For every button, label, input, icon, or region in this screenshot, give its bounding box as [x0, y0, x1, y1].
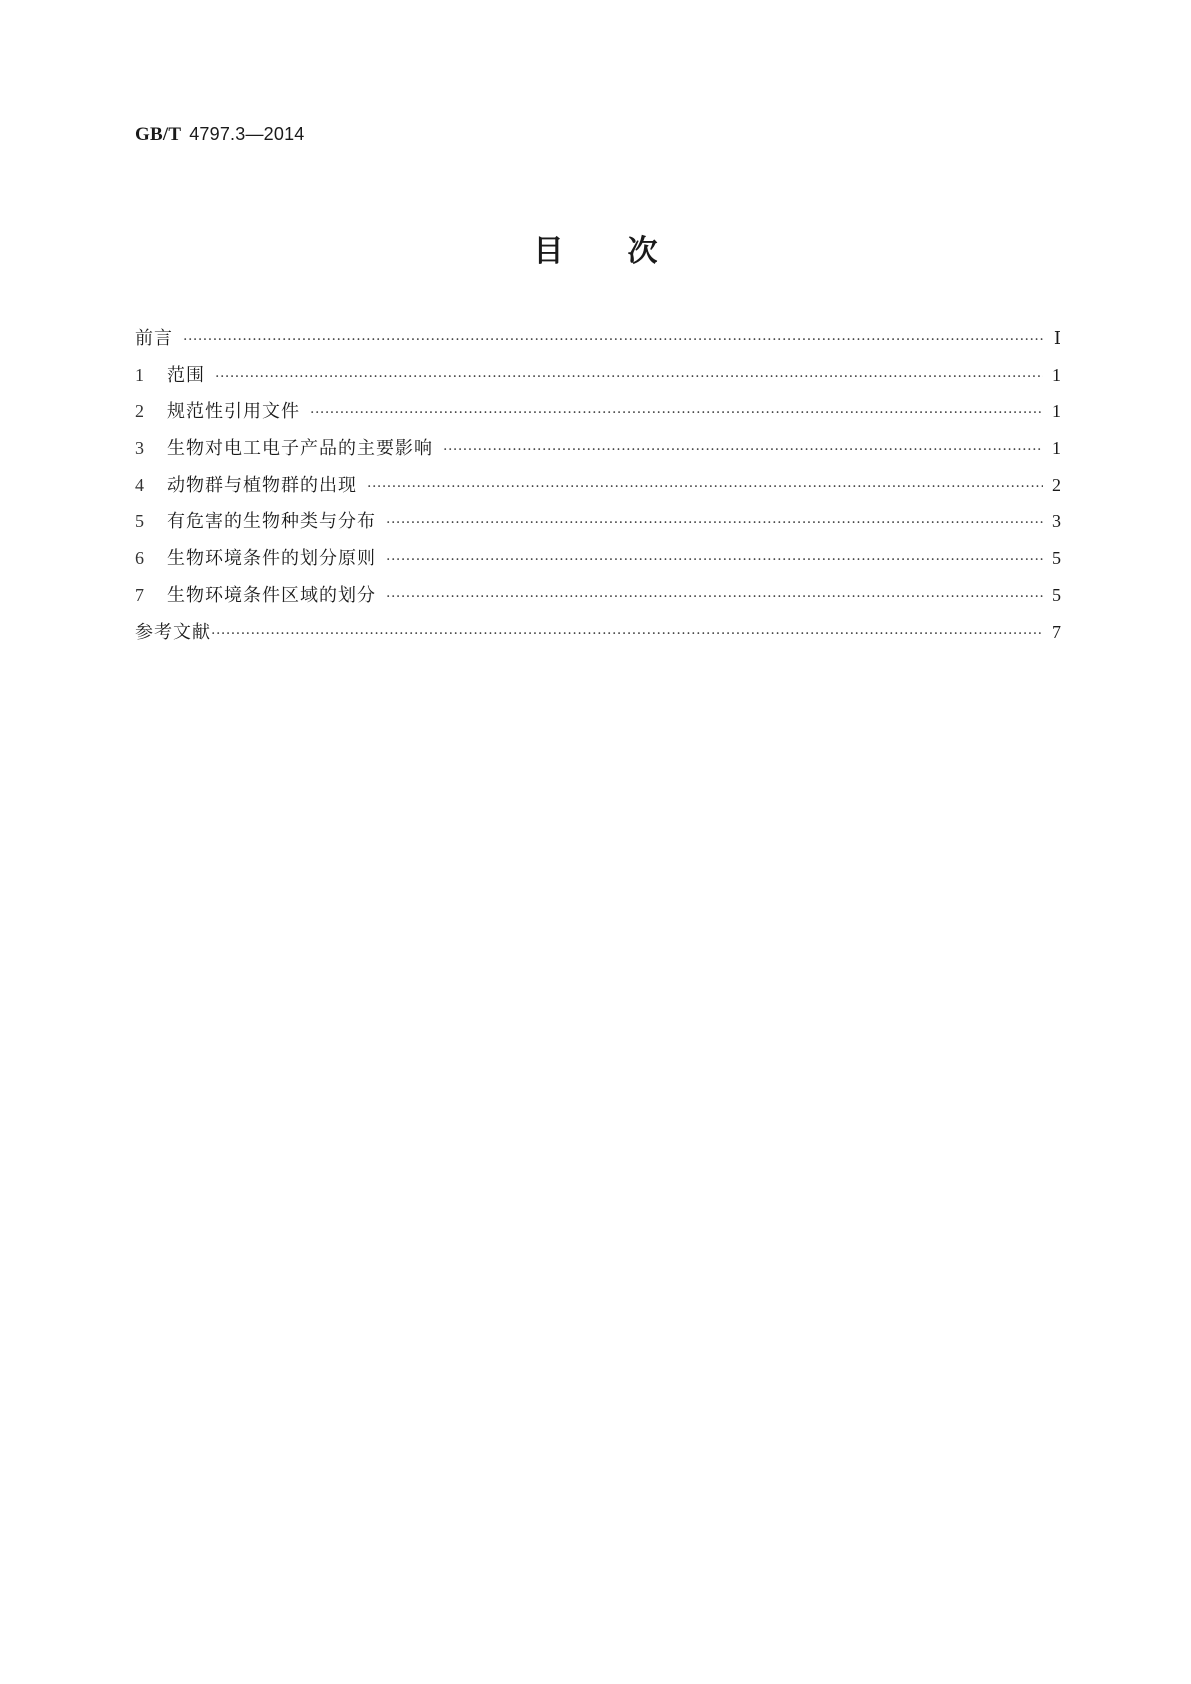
toc-entry-2[interactable] [135, 397, 1061, 434]
toc-entry-3[interactable] [135, 434, 1061, 471]
toc-entry-page: 3 [1052, 511, 1061, 532]
toc-leader-dots [310, 405, 1043, 421]
document-header [135, 124, 305, 146]
toc-entry-number: 4 [135, 474, 144, 495]
toc-leader-dots [183, 332, 1043, 348]
toc-entry-number: 3 [135, 438, 144, 459]
toc-leader-dots [443, 442, 1043, 458]
toc-entry-label: 范围 [167, 364, 205, 386]
toc-entry-foreword[interactable] [135, 324, 1061, 361]
toc-entry-label: 规范性引用文件 [167, 401, 300, 423]
toc-entry-label: 动物群与植物群的出现 [167, 474, 357, 496]
toc-entry-page: 1 [1052, 438, 1061, 459]
toc-entry-number: 5 [135, 511, 144, 532]
toc-entry-page: Ⅰ [1053, 328, 1061, 348]
toc-entry-number: 7 [135, 584, 144, 605]
toc-entry-references[interactable] [135, 618, 1061, 655]
toc-entry-number: 6 [135, 548, 144, 569]
toc-title: 目次 [533, 234, 722, 269]
toc-entry-page: 1 [1052, 364, 1061, 385]
toc-entry-number: 2 [135, 401, 144, 422]
table-of-contents [135, 324, 1061, 654]
toc-leader-dots [211, 626, 1043, 642]
standard-prefix: GB/T [135, 124, 182, 145]
toc-entry-label: 生物对电工电子产品的主要影响 [167, 438, 433, 460]
standard-number: 4797.3—2014 [189, 124, 305, 144]
toc-leader-dots [386, 552, 1043, 568]
toc-leader-dots [367, 479, 1043, 495]
toc-entry-page: 5 [1052, 584, 1061, 605]
toc-leader-dots [386, 589, 1043, 605]
toc-entry-label: 有危害的生物种类与分布 [167, 511, 376, 533]
toc-entry-page: 2 [1052, 474, 1061, 495]
toc-entry-6[interactable] [135, 544, 1061, 581]
toc-entry-label: 参考文献 [135, 621, 211, 643]
toc-entry-label: 生物环境条件区域的划分 [167, 584, 376, 606]
toc-entry-label: 前言 [135, 328, 173, 349]
toc-entry-1[interactable] [135, 361, 1061, 398]
toc-leader-dots [215, 369, 1043, 385]
toc-entry-page: 5 [1052, 548, 1061, 569]
toc-entry-4[interactable] [135, 471, 1061, 508]
toc-entry-number: 1 [135, 364, 144, 385]
toc-entry-7[interactable] [135, 581, 1061, 618]
toc-leader-dots [386, 515, 1043, 531]
toc-entry-page: 1 [1052, 401, 1061, 422]
toc-entry-page: 7 [1052, 621, 1061, 642]
toc-entry-5[interactable] [135, 507, 1061, 544]
toc-entry-label: 生物环境条件的划分原则 [167, 548, 376, 570]
